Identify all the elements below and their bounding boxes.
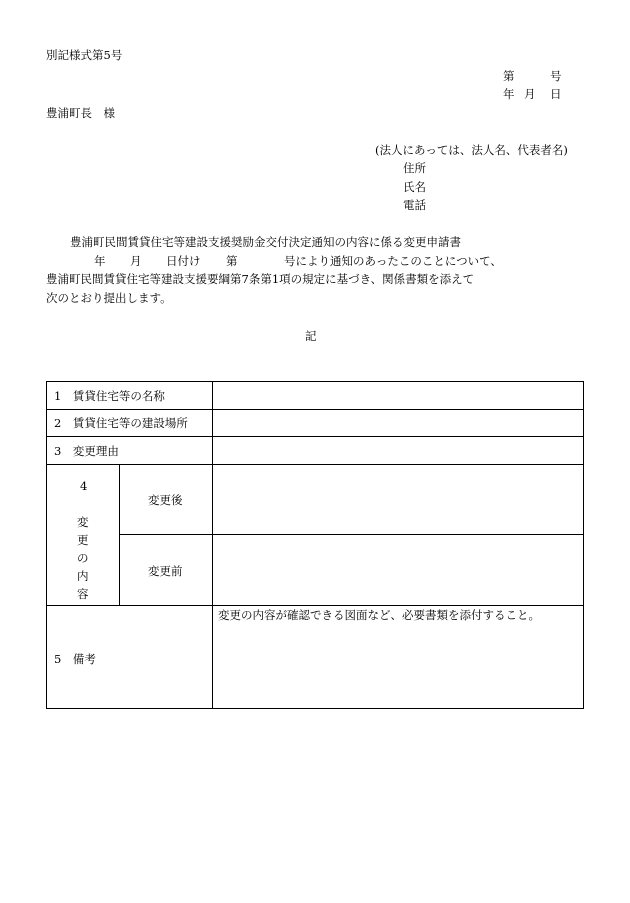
body-line2-dated: 日付け bbox=[166, 254, 201, 268]
table-divider bbox=[119, 464, 120, 605]
table-rule bbox=[47, 409, 583, 410]
row4-label-char: 変 bbox=[77, 515, 89, 529]
table-rule bbox=[119, 534, 583, 535]
body-line4: 次のとおり提出します。 bbox=[46, 291, 172, 305]
body-line2-year: 年 bbox=[94, 254, 106, 268]
row1-label: 1 賃貸住宅等の名称 bbox=[54, 389, 165, 403]
doc-number-go: 号 bbox=[550, 69, 562, 83]
body-title: 豊浦町民間賃貸住宅等建設支援奨励金交付決定通知の内容に係る変更申請書 bbox=[70, 235, 461, 249]
applicant-note: (法人にあっては、法人名、代表者名) bbox=[375, 143, 568, 157]
date-day: 日 bbox=[550, 87, 562, 101]
table-rule bbox=[47, 464, 583, 465]
row4-label-char: 容 bbox=[77, 587, 89, 601]
row4-before-label: 変更前 bbox=[148, 564, 183, 578]
table-rule bbox=[47, 436, 583, 437]
body-line2-rest: 号により通知のあったこのことについて、 bbox=[284, 254, 502, 268]
row3-label: 3 変更理由 bbox=[54, 444, 119, 458]
applicant-name-label: 氏名 bbox=[403, 180, 426, 194]
doc-number-dai: 第 bbox=[503, 69, 515, 83]
date-year: 年 bbox=[503, 87, 515, 101]
change-details-table bbox=[46, 381, 584, 709]
row4-number: 4 bbox=[80, 479, 88, 493]
addressee: 豊浦町長 様 bbox=[46, 106, 115, 120]
form-number: 別記様式第5号 bbox=[46, 48, 123, 62]
table-divider bbox=[212, 382, 213, 464]
date-month: 月 bbox=[524, 87, 536, 101]
ki-heading: 記 bbox=[305, 329, 317, 343]
body-line2-month: 月 bbox=[130, 254, 142, 268]
applicant-phone-label: 電話 bbox=[403, 198, 426, 212]
row4-label-char: 更 bbox=[77, 533, 89, 547]
row4-label-char: の bbox=[77, 551, 89, 565]
body-line3: 豊浦町民間賃貸住宅等建設支援要綱第7条第1項の規定に基づき、関係書類を添えて bbox=[46, 272, 475, 286]
row5-note: 変更の内容が確認できる図面など、必要書類を添付すること。 bbox=[218, 608, 540, 622]
row4-label-char: 内 bbox=[77, 569, 89, 583]
body-line2-dai: 第 bbox=[226, 254, 238, 268]
row4-after-label: 変更後 bbox=[148, 493, 183, 507]
applicant-address-label: 住所 bbox=[403, 161, 426, 175]
table-rule bbox=[47, 605, 583, 606]
row5-label: 5 備考 bbox=[54, 652, 96, 666]
row2-label: 2 賃貸住宅等の建設場所 bbox=[54, 416, 188, 430]
table-divider bbox=[212, 605, 213, 709]
